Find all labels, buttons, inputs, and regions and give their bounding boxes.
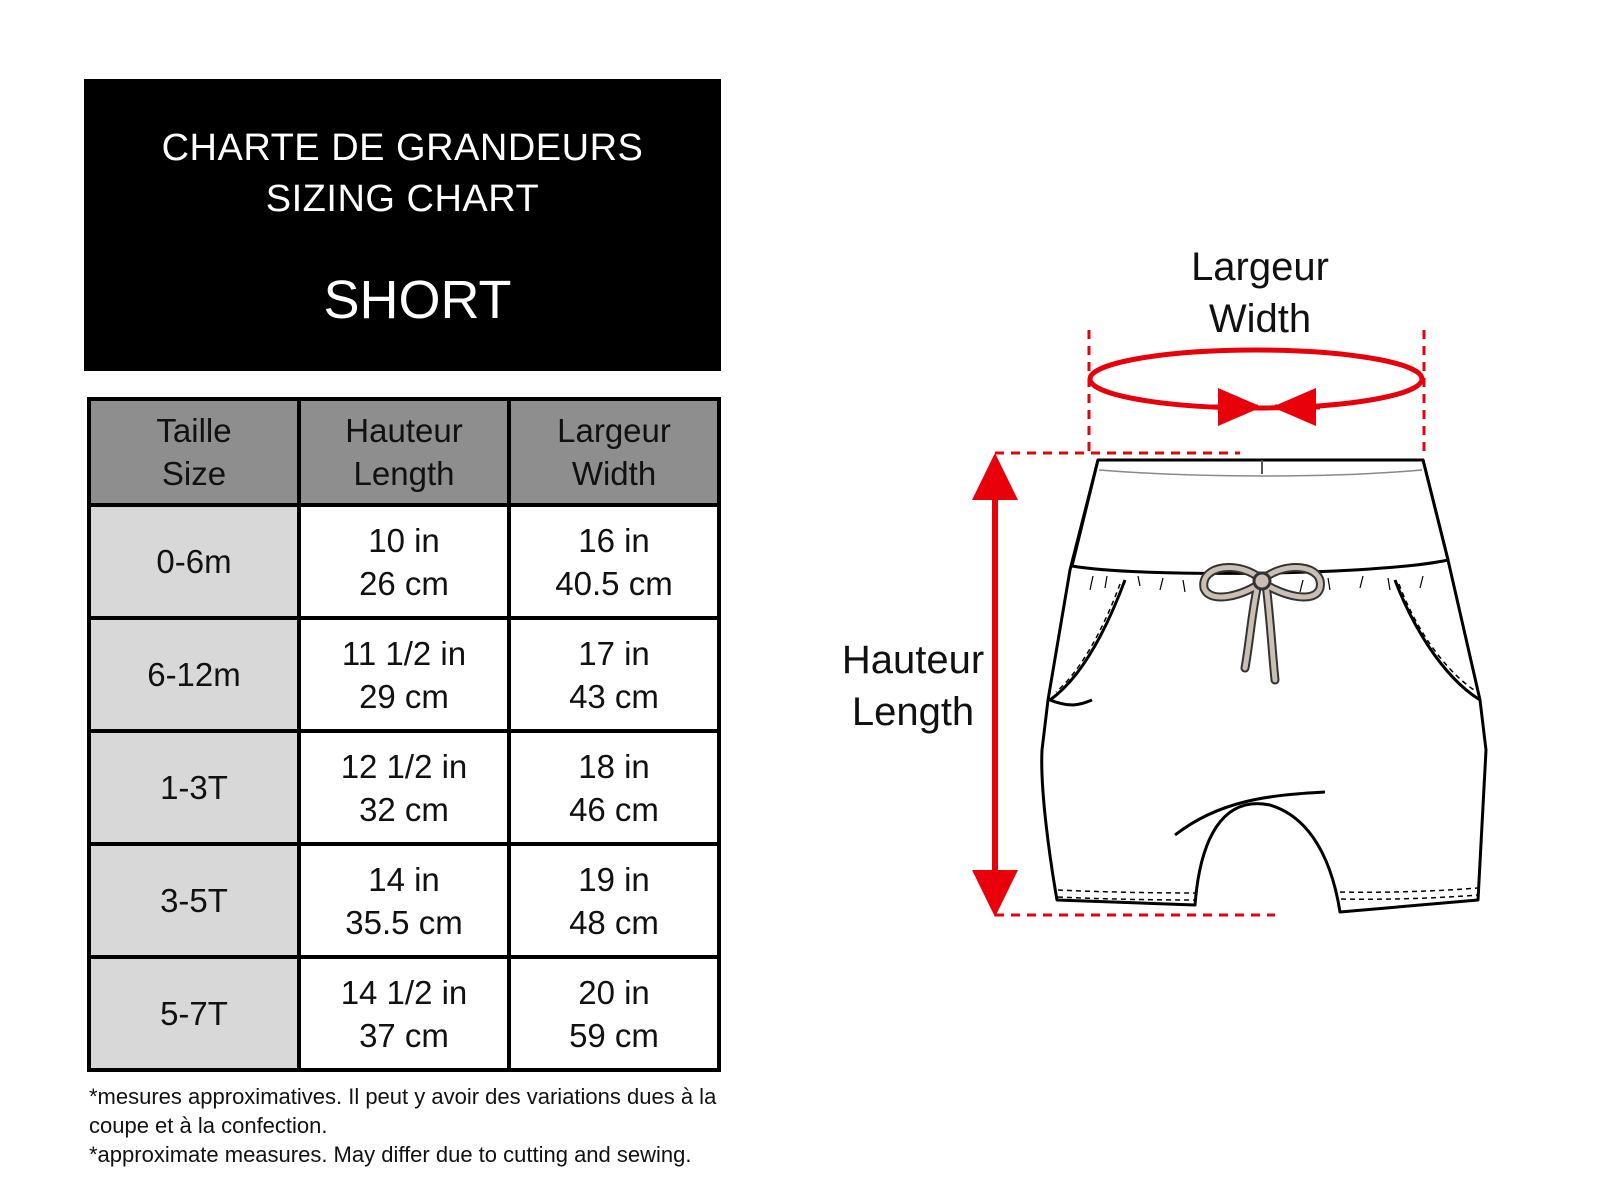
- header-length-en: Length: [353, 455, 455, 492]
- title-english: SIZING CHART: [265, 178, 540, 220]
- header-size: [89, 399, 299, 505]
- length-in: 12 1/2 in: [340, 747, 468, 785]
- length-cell: [299, 844, 509, 957]
- length-cm: 32 cm: [359, 790, 449, 828]
- width-in: 16 in: [578, 521, 650, 559]
- header-width: [509, 399, 719, 505]
- sizing-table: [87, 397, 721, 1072]
- width-cm: 46 cm: [569, 790, 659, 828]
- length-cell: [299, 957, 509, 1070]
- length-in: 11 1/2 in: [341, 634, 467, 672]
- title-french: CHARTE DE GRANDEURS: [161, 127, 644, 169]
- width-cm: 43 cm: [569, 677, 659, 715]
- table-row: [89, 844, 719, 957]
- table-row: [89, 505, 719, 618]
- length-in: 14 1/2 in: [340, 973, 468, 1011]
- width-measurement: [1089, 330, 1424, 455]
- width-cm: 40.5 cm: [555, 564, 673, 602]
- length-label-fr: Hauteur: [841, 638, 985, 682]
- width-in: 20 in: [578, 973, 650, 1011]
- header-length-fr: Hauteur: [345, 412, 463, 449]
- header-width-fr: Largeur: [557, 412, 671, 449]
- length-cm: 37 cm: [359, 1016, 449, 1054]
- width-label-fr: Largeur: [1191, 245, 1329, 289]
- size-cell: 0-6m: [89, 505, 299, 618]
- length-cell: [299, 731, 509, 844]
- size-cell: 6-12m: [89, 618, 299, 731]
- header-width-en: Width: [571, 455, 657, 492]
- product-name: SHORT: [323, 270, 512, 330]
- width-cm: 48 cm: [569, 903, 659, 941]
- length-label-en: Length: [851, 690, 975, 734]
- table-row: [89, 618, 719, 731]
- width-cell: [509, 957, 719, 1070]
- table-row: [89, 731, 719, 844]
- table-row: [89, 957, 719, 1070]
- shorts-diagram: [800, 230, 1500, 930]
- header-size-fr: Taille: [156, 412, 232, 449]
- width-in: 19 in: [578, 860, 650, 898]
- length-cell: [299, 505, 509, 618]
- size-cell: 1-3T: [89, 731, 299, 844]
- footnote-english: *approximate measures. May differ due to cutting and sewing.: [89, 1142, 692, 1167]
- shorts-outline: [1042, 460, 1486, 912]
- width-cell: [509, 505, 719, 618]
- header-length: [299, 399, 509, 505]
- size-cell: 5-7T: [89, 957, 299, 1070]
- width-cell: [509, 618, 719, 731]
- width-cm: 59 cm: [569, 1016, 659, 1054]
- size-cell: 3-5T: [89, 844, 299, 957]
- length-cm: 26 cm: [359, 564, 449, 602]
- width-in: 18 in: [578, 747, 650, 785]
- length-cm: 29 cm: [359, 677, 449, 715]
- footnote-french: *mesures approximatives. Il peut y avoir des variations dues à la coupe et à la confection.: [89, 1084, 717, 1138]
- width-cell: [509, 844, 719, 957]
- length-in: 10 in: [368, 521, 440, 559]
- title-banner: [84, 79, 721, 371]
- length-cm: 35.5 cm: [345, 903, 463, 941]
- width-label-en: Width: [1208, 297, 1312, 341]
- width-cell: [509, 731, 719, 844]
- length-in: 14 in: [368, 860, 440, 898]
- header-size-en: Size: [161, 455, 227, 492]
- length-cell: [299, 618, 509, 731]
- footnote: [89, 1082, 749, 1169]
- width-in: 17 in: [578, 634, 650, 672]
- table-header-row: [89, 399, 719, 505]
